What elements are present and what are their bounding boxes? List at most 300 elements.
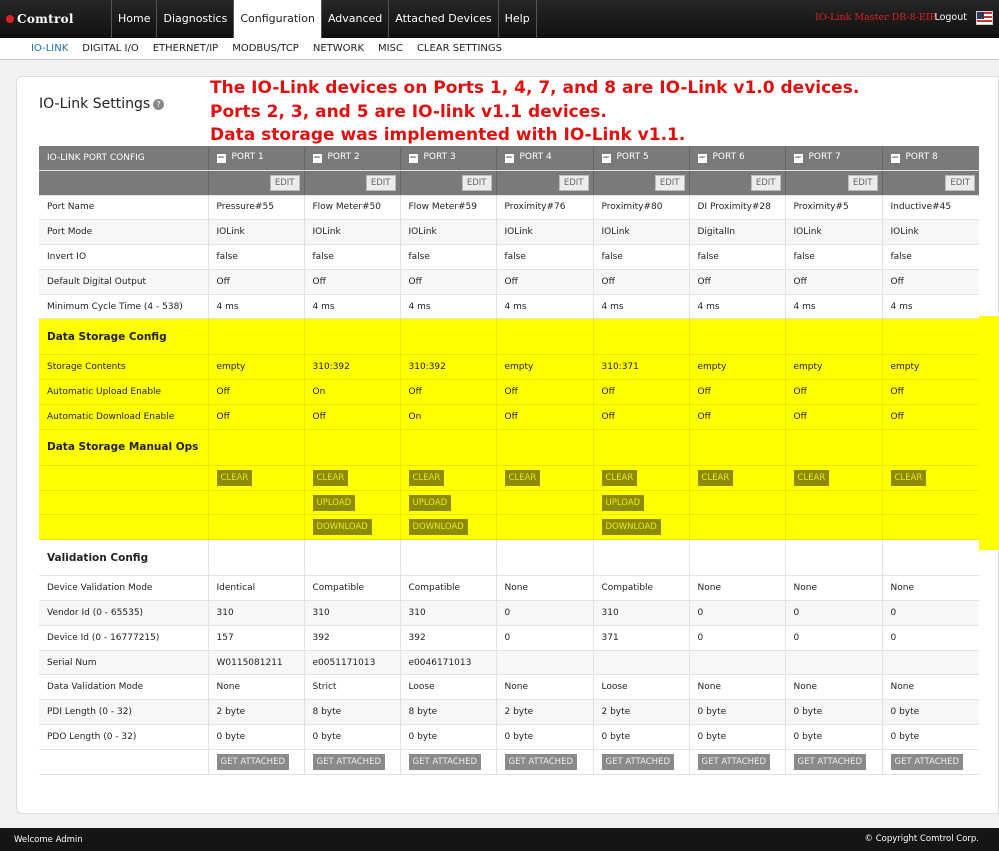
port-8-value: 0 [882,601,979,626]
row-label [39,490,208,515]
top-bar [0,0,999,38]
port-6-value: 0 [689,601,785,626]
port-6-value: 0 [689,625,785,650]
port-4-value: Off [496,269,593,294]
section-cell [496,429,593,465]
port-2-value: 8 byte [304,700,400,725]
section-cell [785,540,882,576]
download-row [39,515,979,540]
port-8-header [882,146,979,170]
port-6-value: Off [689,269,785,294]
port-3-value: 8 byte [400,700,496,725]
port-4-value: Off [496,380,593,405]
edit-cell [208,170,304,195]
annotation-line-1: The IO-Link devices on Ports 1, 4, 7, and 8 are IO-Link v1.0 devices. [210,78,860,98]
section-cell [882,429,979,465]
port-8-value: empty [882,355,979,380]
get-attached-port-1-button[interactable]: GET ATTACHED [217,754,290,770]
subnav-modbus-tcp[interactable]: MODBUS/TCP [232,43,299,54]
edit-cell [304,170,400,195]
table-row [39,675,979,700]
collapse-icon[interactable]: − [505,153,513,164]
nav-help[interactable]: Help [498,0,537,38]
upload-row [39,490,979,515]
edit-port-8-button[interactable]: EDIT [945,175,975,191]
button-cell [882,465,979,490]
annotation-note [210,77,859,148]
collapse-icon[interactable]: − [698,153,706,164]
port-8-value: Off [882,269,979,294]
edit-port-2-button[interactable]: EDIT [366,175,396,191]
port-1-value: Off [208,269,304,294]
subnav-ethernet-ip[interactable]: ETHERNET/IP [152,43,219,54]
port-6-value: 0 byte [689,700,785,725]
port-1-value: 0 byte [208,725,304,750]
data-storage-config-section [39,319,979,355]
row-label [39,515,208,540]
table-row [39,220,979,245]
row-label: Storage Contents [39,355,208,380]
port-7-value: 0 byte [785,725,882,750]
welcome-text: Welcome Admin [14,835,83,845]
annotation-line-2: Ports 2, 3, and 5 are IO-link v1.1 devices. [210,101,607,122]
port-7-header [785,146,882,170]
download-port-3-button[interactable]: DOWNLOAD [409,519,468,535]
edit-port-6-button[interactable]: EDIT [751,175,781,191]
data-storage-manual-ops-section [39,429,979,465]
port-1-value: W0115081211 [208,650,304,675]
edit-port-3-button[interactable]: EDIT [462,175,492,191]
port-2-value: e0051171013 [304,650,400,675]
port-1-value: Off [208,380,304,405]
port-1-value: IOLink [208,220,304,245]
button-cell [593,515,689,540]
port-7-value: IOLink [785,220,882,245]
port-4-value: 0 [496,601,593,626]
button-cell [785,749,882,774]
page-title [39,96,164,112]
row-label: PDI Length (0 - 32) [39,700,208,725]
button-cell [400,490,496,515]
port-6-value: empty [689,355,785,380]
port-3-value: e0046171013 [400,650,496,675]
validation-config-section-title: Validation Config [39,540,208,576]
section-cell [593,319,689,355]
table-row [39,650,979,675]
nav-home[interactable]: Home [111,0,156,38]
port-2-value: Off [304,269,400,294]
table-row [39,195,979,220]
port-2-value: Flow Meter#50 [304,195,400,220]
port-8-value [882,650,979,675]
port-4-value: 4 ms [496,294,593,319]
row-label: Port Name [39,195,208,220]
button-cell [689,465,785,490]
row-label: Serial Num [39,650,208,675]
edit-port-4-button[interactable]: EDIT [559,175,589,191]
port-5-header [593,146,689,170]
nav-configuration[interactable]: Configuration [233,0,321,38]
port-1-header [208,146,304,170]
port-5-value: 310:371 [593,355,689,380]
edit-port-7-button[interactable]: EDIT [848,175,878,191]
port-label: PORT 8 [905,152,938,163]
button-cell [689,515,785,540]
table-row [39,294,979,319]
port-3-value: 310 [400,601,496,626]
upload-port-3-button[interactable]: UPLOAD [409,495,452,511]
port-6-header [689,146,785,170]
port-3-value: Loose [400,675,496,700]
edit-cell [593,170,689,195]
port-1-value: None [208,675,304,700]
port-8-value: 0 byte [882,700,979,725]
clear-row [39,465,979,490]
port-3-value: Compatible [400,576,496,601]
nav-advanced[interactable]: Advanced [321,0,388,38]
clear-port-1-button[interactable]: CLEAR [217,470,253,486]
section-cell [593,429,689,465]
edit-cell [400,170,496,195]
button-cell [785,515,882,540]
logo-mark-icon [6,15,14,23]
port-1-value: Identical [208,576,304,601]
port-5-value: 371 [593,625,689,650]
port-5-value: 4 ms [593,294,689,319]
port-4-value: None [496,675,593,700]
port-label: PORT 2 [327,152,360,163]
edit-cell [689,170,785,195]
button-cell [208,490,304,515]
port-1-value: Off [208,405,304,430]
table-row [39,245,979,270]
section-cell [400,429,496,465]
port-4-value: Proximity#76 [496,195,593,220]
port-8-value: 0 byte [882,725,979,750]
section-cell [882,540,979,576]
button-cell [496,515,593,540]
button-cell [882,490,979,515]
section-cell [400,540,496,576]
port-8-value: Inductive#45 [882,195,979,220]
port-7-value: None [785,576,882,601]
port-5-value: Proximity#80 [593,195,689,220]
port-3-value: 392 [400,625,496,650]
port-6-value: Off [689,405,785,430]
port-1-value: 157 [208,625,304,650]
get-attached-port-6-button[interactable]: GET ATTACHED [698,754,771,770]
clear-port-4-button[interactable]: CLEAR [505,470,541,486]
section-cell [689,429,785,465]
row-label: Minimum Cycle Time (4 - 538) [39,294,208,319]
port-2-value: false [304,245,400,270]
edit-row-label [39,170,208,195]
button-cell [304,749,400,774]
page-title-text: IO-Link Settings [39,96,151,112]
port-label: PORT 3 [423,152,456,163]
port-7-value: Off [785,380,882,405]
port-5-value: IOLink [593,220,689,245]
clear-port-3-button[interactable]: CLEAR [409,470,445,486]
device-title: IO-Link Master DR-8-EIP [815,12,936,23]
port-5-value: false [593,245,689,270]
button-cell [593,749,689,774]
collapse-icon[interactable]: − [891,153,899,164]
row-label: Device Id (0 - 16777215) [39,625,208,650]
get-attached-port-2-button[interactable]: GET ATTACHED [313,754,386,770]
button-cell [689,490,785,515]
port-3-value: Off [400,269,496,294]
subnav-network[interactable]: NETWORK [312,43,365,54]
port-4-value: 2 byte [496,700,593,725]
get-attached-port-4-button[interactable]: GET ATTACHED [505,754,578,770]
port-7-value: None [785,675,882,700]
button-cell [400,465,496,490]
validation-config-section [39,540,979,576]
section-cell [689,540,785,576]
port-4-value: 0 [496,625,593,650]
table-row [39,725,979,750]
port-3-value: Off [400,380,496,405]
section-cell [785,319,882,355]
get-attached-port-7-button[interactable]: GET ATTACHED [794,754,867,770]
row-label: Invert IO [39,245,208,270]
port-5-value: Off [593,269,689,294]
button-cell [496,490,593,515]
button-cell [304,490,400,515]
annotation-line-3: Data storage was implemented with IO-Link v1.1. [210,125,686,145]
port-2-value: 392 [304,625,400,650]
port-6-value: 4 ms [689,294,785,319]
upload-port-5-button[interactable]: UPLOAD [602,495,645,511]
port-4-value: empty [496,355,593,380]
port-4-value: 0 byte [496,725,593,750]
section-cell [208,429,304,465]
port-5-value: Off [593,380,689,405]
table-row [39,601,979,626]
section-cell [208,540,304,576]
port-5-value [593,650,689,675]
port-2-value: Off [304,405,400,430]
section-cell [304,429,400,465]
port-1-value: empty [208,355,304,380]
get-attached-port-8-button[interactable]: GET ATTACHED [891,754,964,770]
port-7-value: empty [785,355,882,380]
edit-port-5-button[interactable]: EDIT [655,175,685,191]
clear-port-2-button[interactable]: CLEAR [313,470,349,486]
port-6-value: false [689,245,785,270]
port-6-value: None [689,675,785,700]
port-8-value: 4 ms [882,294,979,319]
port-4-value: false [496,245,593,270]
clear-port-7-button[interactable]: CLEAR [794,470,830,486]
port-2-value: 310:392 [304,355,400,380]
table-row [39,576,979,601]
port-2-value: Compatible [304,576,400,601]
highlight-extension [979,316,999,550]
port-6-value: None [689,576,785,601]
button-cell [400,515,496,540]
button-cell [496,749,593,774]
nav-attached-devices[interactable]: Attached Devices [388,0,497,38]
get-attached-port-3-button[interactable]: GET ATTACHED [409,754,482,770]
copyright-text: © Copyright Comtrol Corp. [864,834,979,844]
download-port-5-button[interactable]: DOWNLOAD [602,519,661,535]
port-8-value: IOLink [882,220,979,245]
collapse-icon[interactable]: − [217,153,225,164]
port-label: PORT 5 [616,152,649,163]
section-cell [496,540,593,576]
table-row [39,380,979,405]
button-cell [882,515,979,540]
port-3-value: Flow Meter#59 [400,195,496,220]
button-cell [593,490,689,515]
port-7-value: 4 ms [785,294,882,319]
port-label: PORT 4 [519,152,552,163]
get-attached-port-5-button[interactable]: GET ATTACHED [602,754,675,770]
button-cell [208,749,304,774]
port-6-value: Off [689,380,785,405]
section-cell [400,319,496,355]
port-7-value: 0 [785,625,882,650]
section-cell [689,319,785,355]
row-label: Device Validation Mode [39,576,208,601]
port-config-header: IO-LINK PORT CONFIG [39,146,208,170]
button-cell [304,465,400,490]
port-3-value: On [400,405,496,430]
clear-port-8-button[interactable]: CLEAR [891,470,927,486]
port-3-value: 4 ms [400,294,496,319]
port-1-value: 310 [208,601,304,626]
collapse-icon[interactable]: − [409,153,417,164]
table-row [39,700,979,725]
port-7-value: false [785,245,882,270]
port-7-value: Off [785,269,882,294]
collapse-icon[interactable]: − [313,153,321,164]
edit-port-1-button[interactable]: EDIT [270,175,300,191]
table-row [39,355,979,380]
port-6-value: 0 byte [689,725,785,750]
port-1-value: false [208,245,304,270]
row-label: Default Digital Output [39,269,208,294]
port-3-value: 310:392 [400,355,496,380]
subnav-digital-io[interactable]: DIGITAL I/O [82,43,139,54]
port-header-row [39,146,979,170]
port-5-value: Off [593,405,689,430]
edit-cell [785,170,882,195]
port-8-value: Off [882,405,979,430]
port-2-header [304,146,400,170]
row-label: Data Validation Mode [39,675,208,700]
port-2-value: 310 [304,601,400,626]
section-cell [882,319,979,355]
port-1-value: 2 byte [208,700,304,725]
section-cell [496,319,593,355]
port-6-value: DigitalIn [689,220,785,245]
port-2-value: 0 byte [304,725,400,750]
sub-nav [0,38,999,60]
port-6-value: DI Proximity#28 [689,195,785,220]
table-row [39,269,979,294]
upload-port-2-button[interactable]: UPLOAD [313,495,356,511]
port-3-value: 0 byte [400,725,496,750]
get-attached-row [39,749,979,774]
footer [0,828,999,851]
collapse-icon[interactable]: − [794,153,802,164]
port-5-value: Loose [593,675,689,700]
us-flag-icon[interactable] [976,11,993,25]
port-2-value: On [304,380,400,405]
port-5-value: Compatible [593,576,689,601]
port-7-value: 0 [785,601,882,626]
port-2-value: Strict [304,675,400,700]
clear-port-5-button[interactable]: CLEAR [602,470,638,486]
port-2-value: 4 ms [304,294,400,319]
port-5-value: 2 byte [593,700,689,725]
port-3-header [400,146,496,170]
port-label: PORT 7 [808,152,841,163]
subnav-io-link[interactable]: IO-LINK [31,43,69,54]
button-cell [882,749,979,774]
port-5-value: 310 [593,601,689,626]
port-4-value: IOLink [496,220,593,245]
port-6-value [689,650,785,675]
port-2-value: IOLink [304,220,400,245]
port-label: PORT 6 [712,152,745,163]
port-7-value: 0 byte [785,700,882,725]
port-8-value: 0 [882,625,979,650]
row-label: PDO Length (0 - 32) [39,725,208,750]
clear-port-6-button[interactable]: CLEAR [698,470,734,486]
table-row [39,625,979,650]
section-cell [208,319,304,355]
io-link-port-config-table [39,146,979,775]
edit-row [39,170,979,195]
button-cell [400,749,496,774]
port-8-value: Off [882,380,979,405]
logo-text: Comtrol [17,12,74,26]
main-nav [111,0,537,38]
comtrol-logo [0,0,110,38]
port-8-value: None [882,675,979,700]
port-1-value: Pressure#55 [208,195,304,220]
port-3-value: false [400,245,496,270]
nav-diagnostics[interactable]: Diagnostics [156,0,233,38]
section-cell [304,540,400,576]
edit-cell [496,170,593,195]
section-cell [785,429,882,465]
port-4-header [496,146,593,170]
collapse-icon[interactable]: − [602,153,610,164]
button-cell [689,749,785,774]
button-cell [785,465,882,490]
subnav-misc[interactable]: MISC [378,43,403,54]
row-label: Automatic Upload Enable [39,380,208,405]
port-8-value: false [882,245,979,270]
port-7-value: Proximity#5 [785,195,882,220]
download-port-2-button[interactable]: DOWNLOAD [313,519,372,535]
logout-link[interactable]: Logout [934,12,967,23]
row-label [39,465,208,490]
button-cell [208,515,304,540]
section-cell [304,319,400,355]
subnav-clear-settings[interactable]: CLEAR SETTINGS [416,43,503,54]
help-icon[interactable]: ? [153,99,164,110]
edit-cell [882,170,979,195]
port-4-value: None [496,576,593,601]
button-cell [785,490,882,515]
port-1-value: 4 ms [208,294,304,319]
